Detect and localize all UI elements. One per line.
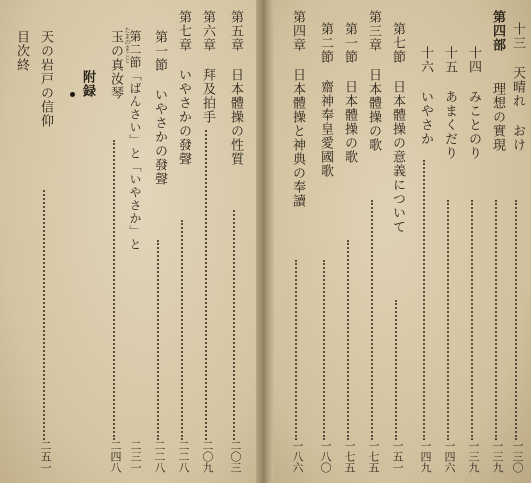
page-number: 一四六 bbox=[443, 440, 456, 473]
entry-label: 第六章 拜及拍手 bbox=[200, 10, 215, 124]
leader-dots bbox=[395, 300, 397, 440]
toc-entry bbox=[314, 0, 336, 483]
page-number: 二三一 bbox=[129, 440, 142, 473]
entry-label: 十五 あまくだり bbox=[442, 46, 457, 160]
page-number: 一八六 bbox=[291, 440, 304, 473]
toc-entry bbox=[462, 0, 484, 483]
entry-label: 第七章 いやさかの發聲 bbox=[176, 10, 191, 166]
toc-entry bbox=[196, 0, 218, 483]
toc-entry bbox=[506, 0, 528, 483]
part-heading: 第四部 bbox=[490, 10, 505, 52]
entry-label: 十四 みことのり bbox=[466, 46, 481, 160]
page-number: 一七五 bbox=[367, 440, 380, 473]
toc-entry bbox=[438, 0, 460, 483]
page-number: 一七五 bbox=[343, 440, 356, 473]
leader-dots bbox=[295, 260, 297, 440]
leader-dots bbox=[447, 200, 449, 440]
toc-entry bbox=[338, 0, 360, 483]
toc-end-label: 目次終 bbox=[14, 30, 29, 72]
entry-label: 第一節 日本體操の歌 bbox=[342, 22, 357, 164]
entry-label: 第三章 日本體操の歌 bbox=[366, 10, 381, 152]
entry-label: 十三 天晴れ おけ bbox=[510, 22, 525, 152]
entry-label: 附録 bbox=[80, 70, 95, 98]
entry-label: 十六 いやさか bbox=[418, 46, 433, 146]
page-number: 二五一 bbox=[39, 440, 52, 473]
entry-label: 第二節「ばんさい」と「いやさか」と bbox=[128, 30, 142, 251]
appendix-heading bbox=[76, 0, 98, 483]
page-number: 二〇三 bbox=[229, 440, 242, 473]
ruby-text: たまのまこと bbox=[123, 27, 130, 63]
entry-label: 第四章 日本體操と神典の奉讀 bbox=[290, 10, 305, 208]
bullet-dot bbox=[70, 92, 75, 97]
toc-entry bbox=[362, 0, 384, 483]
book-gutter bbox=[256, 0, 274, 483]
page-number: 二二八 bbox=[177, 440, 190, 473]
page-number: 二〇九 bbox=[201, 440, 214, 473]
toc-entry bbox=[224, 0, 246, 483]
page-number: 一三〇 bbox=[511, 440, 524, 473]
page-number: 一三九 bbox=[491, 440, 504, 473]
entry-label: 第七節 日本體操の意義について bbox=[390, 22, 405, 234]
leader-dots bbox=[233, 210, 235, 440]
leader-dots bbox=[423, 160, 425, 440]
toc-entry bbox=[486, 0, 508, 483]
leader-dots bbox=[515, 200, 517, 440]
page-number: 一五一 bbox=[391, 440, 404, 473]
entry-label: 第五章 日本體操の性質 bbox=[228, 10, 243, 166]
leader-dots bbox=[205, 130, 207, 440]
leader-dots bbox=[113, 140, 115, 440]
leader-dots bbox=[323, 260, 325, 440]
page-number: 一八〇 bbox=[319, 440, 332, 473]
leader-dots bbox=[371, 200, 373, 440]
toc-entry bbox=[286, 0, 308, 483]
toc-entry bbox=[414, 0, 436, 483]
toc-entry bbox=[386, 0, 408, 483]
toc-entry bbox=[124, 0, 146, 483]
closing-column bbox=[10, 0, 32, 483]
leader-dots bbox=[471, 200, 473, 440]
toc-entry bbox=[172, 0, 194, 483]
page-number: 一四九 bbox=[419, 440, 432, 473]
leader-dots bbox=[347, 240, 349, 440]
entry-label: 第二節 齋神奉皇愛國歌 bbox=[318, 22, 333, 178]
toc-entry bbox=[104, 0, 130, 483]
toc-entry bbox=[148, 0, 170, 483]
leader-dots bbox=[181, 220, 183, 440]
leader-dots bbox=[43, 190, 45, 440]
leader-dots bbox=[495, 200, 497, 440]
entry-label: 天の岩戸の信仰 bbox=[38, 30, 53, 128]
leader-dots bbox=[157, 240, 159, 440]
entry-label: 第一節 いやさかの發聲 bbox=[152, 30, 167, 186]
page-number: 二二八 bbox=[153, 440, 166, 473]
entry-label: 玉の真汝琴 bbox=[108, 30, 123, 100]
page-number: 一三九 bbox=[467, 440, 480, 473]
page-number: 二四八 bbox=[109, 440, 122, 473]
toc-entry bbox=[34, 0, 56, 483]
entry-label: 理想の實現 bbox=[490, 82, 505, 152]
